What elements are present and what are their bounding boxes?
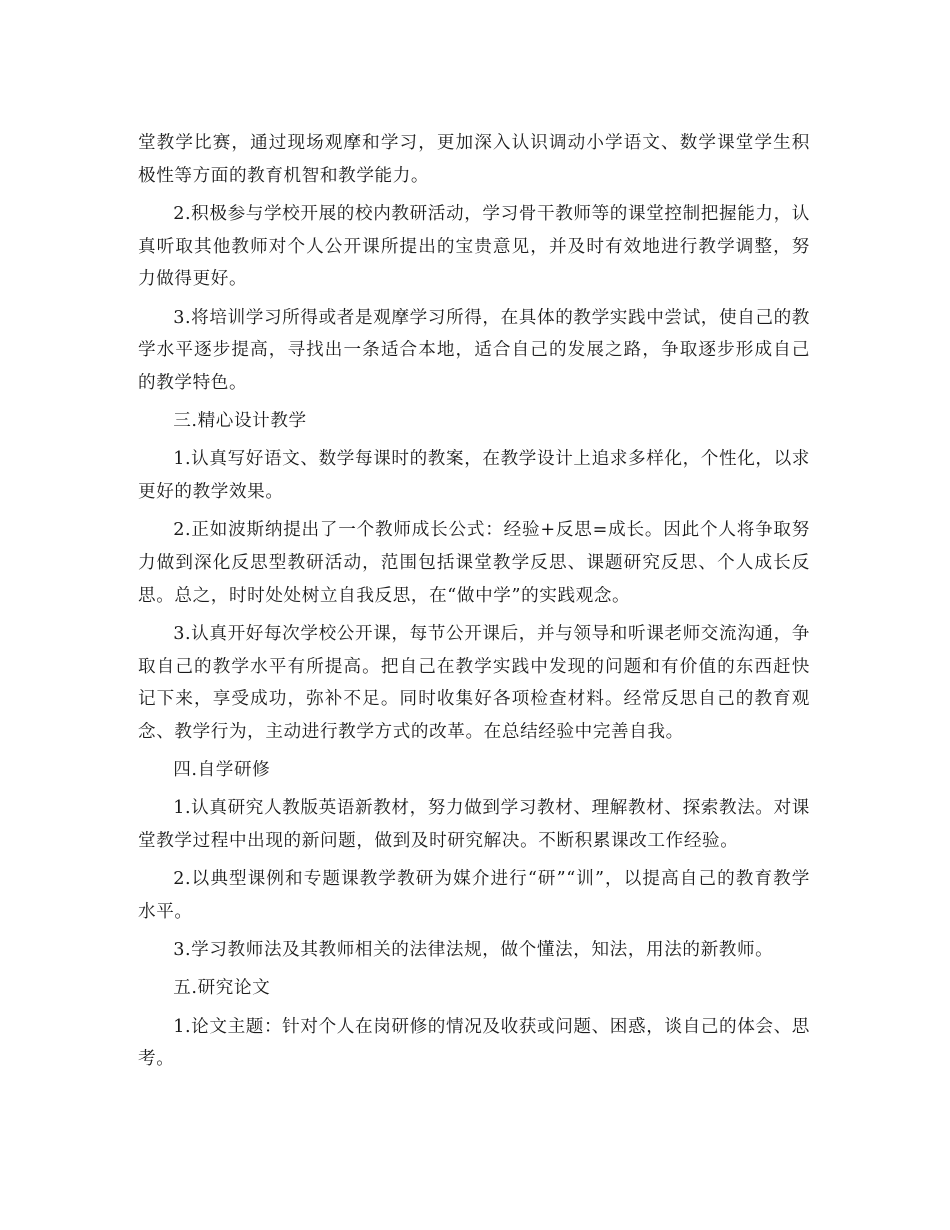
paragraph-item: 2.积极参与学校开展的校内教研活动，学习骨干教师等的课堂控制把握能力，认真听取其他教师对个人公开课所提出的宝贵意见，并及时有效地进行教学调整，努力做得更好。	[138, 203, 810, 290]
paragraph-item: 3.认真开好每次学校公开课，每节公开课后，并与领导和听课老师交流沟通，争取自己的教学水平有所提高。把自己在教学实践中发现的问题和有价值的东西赶快记下来，享受成功，弥补不足。同时收集好各项检查材料。经常反思自己的教育观念、教学行为，主动进行教学方式的改革。在总结经验中完善自我。	[138, 623, 810, 742]
paragraph-item: 2.以典型课例和专题课教学教研为媒介进行“研”“训”，以提高自己的教育教学水平。	[138, 869, 810, 922]
paragraph-item: 1.认真写好语文、数学每课时的教案，在教学设计上追求多样化，个性化，以求更好的教学效果。	[138, 449, 810, 503]
paragraph-item: 3.学习教师法及其教师相关的法律法规，做个懂法，知法，用法的新教师。	[173, 940, 774, 961]
paragraph-item: 1.认真研究人教版英语新教材，努力做到学习教材、理解教材、探索教法。对课堂教学过程中出现的新问题，做到及时研究解决。不断积累课改工作经验。	[138, 798, 810, 852]
paragraph-item: 1.论文主题：针对个人在岗研修的情况及收获或问题、困惑，谈自己的体会、思考。	[138, 1016, 810, 1070]
section-heading: 四.自学研修	[173, 760, 271, 781]
section-heading: 五.研究论文	[173, 978, 271, 999]
paragraph-continuation: 堂教学比赛，通过现场观摩和学习，更加深入认识调动小学语文、数学课堂学生积极性等方面的教育机智和教学能力。	[138, 133, 810, 186]
paragraph-item: 2.正如波斯纳提出了一个教师成长公式：经验+反思=成长。因此个人将争取努力做到深化反思型教研活动，范围包括课堂教学反思、课题研究反思、个人成长反思。总之，时时处处树立自我反思，在“做中学”的实践观念。	[138, 520, 810, 606]
document-body	[138, 127, 810, 1081]
section-heading: 三.精心设计教学	[173, 411, 307, 432]
paragraph-item: 3.将培训学习所得或者是观摩学习所得，在具体的教学实践中尝试，使自己的教学水平逐步提高，寻找出一条适合本地，适合自己的发展之路，争取逐步形成自己的教学特色。	[138, 307, 810, 393]
